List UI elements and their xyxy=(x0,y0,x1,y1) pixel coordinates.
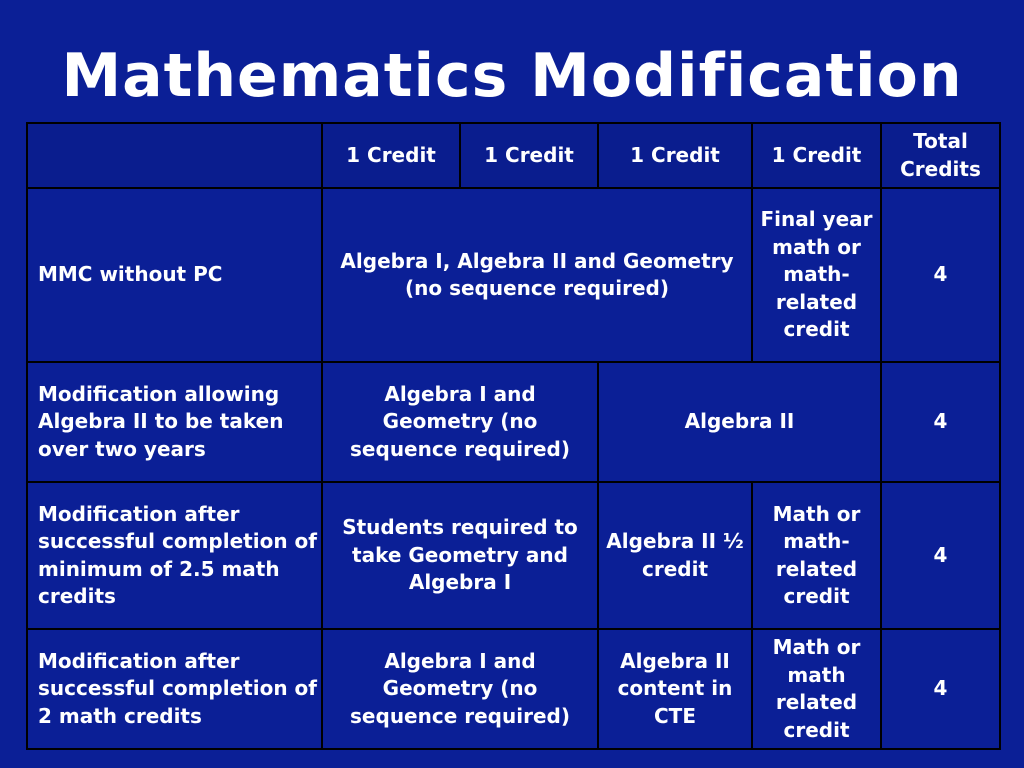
table-row xyxy=(27,188,1000,362)
header-credit-3: 1 Credit xyxy=(598,123,752,188)
header-credit-2: 1 Credit xyxy=(460,123,598,188)
table-cell: Algebra I and Geometry (no sequence required) xyxy=(322,362,598,482)
row-label: MMC without PC xyxy=(27,188,322,362)
table-cell: Algebra II ½ credit xyxy=(598,482,752,629)
table-cell: Math or math related credit xyxy=(752,629,881,749)
table-cell: Algebra II xyxy=(598,362,881,482)
row-label: Modification after successful completion of minimum of 2.5 math credits xyxy=(27,482,322,629)
table-cell: Math or math-related credit xyxy=(752,482,881,629)
row-label: Modification allowing Algebra II to be taken over two years xyxy=(27,362,322,482)
table-cell: Algebra I, Algebra II and Geometry (no sequence required) xyxy=(322,188,752,362)
table-cell: Algebra I and Geometry (no sequence required) xyxy=(322,629,598,749)
table-row xyxy=(27,362,1000,482)
table-row xyxy=(27,482,1000,629)
header-blank-cell xyxy=(27,123,322,188)
table-cell: Algebra II content in CTE xyxy=(598,629,752,749)
modification-table xyxy=(26,122,1001,750)
header-credit-4: 1 Credit xyxy=(752,123,881,188)
table-row xyxy=(27,629,1000,749)
row-total: 4 xyxy=(881,188,1000,362)
table-header-row xyxy=(27,123,1000,188)
row-total: 4 xyxy=(881,629,1000,749)
header-total-credits: Total Credits xyxy=(881,123,1000,188)
row-total: 4 xyxy=(881,482,1000,629)
table-cell: Students required to take Geometry and Algebra I xyxy=(322,482,598,629)
slide-title: Mathematics Modification xyxy=(61,41,963,111)
header-credit-1: 1 Credit xyxy=(322,123,460,188)
row-total: 4 xyxy=(881,362,1000,482)
row-label: Modification after successful completion of 2 math credits xyxy=(27,629,322,749)
table-cell: Final year math or math-related credit xyxy=(752,188,881,362)
